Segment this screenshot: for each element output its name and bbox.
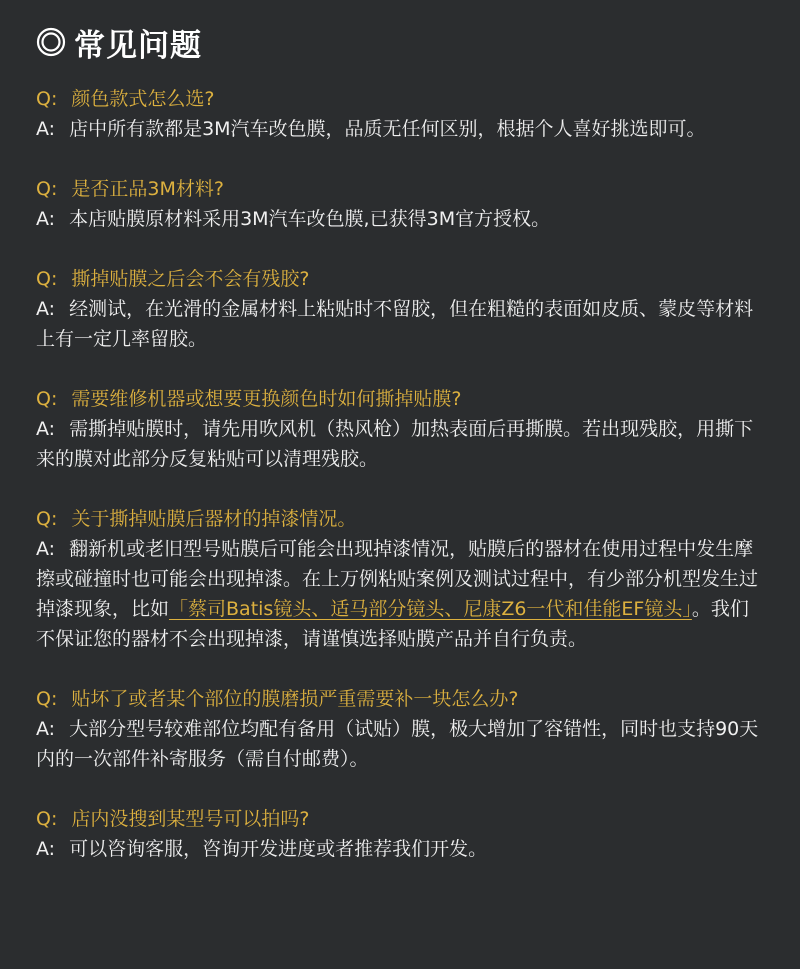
question-text: 贴坏了或者某个部位的膜磨损严重需要补一块怎么办?	[71, 688, 519, 710]
answer-text: 店中所有款都是3M汽车改色膜，品质无任何区别，根据个人喜好挑选即可。	[69, 118, 706, 140]
faq-item	[36, 684, 764, 774]
question-text: 撕掉贴膜之后会不会有残胶?	[71, 268, 310, 290]
page-title: 常见问题	[74, 27, 202, 64]
affected-lenses-highlight: 「蔡司Batis镜头、适马部分镜头、尼康Z6一代和佳能EF镜头」	[169, 598, 692, 620]
faq-item	[36, 174, 764, 234]
faq-question	[36, 84, 764, 114]
question-text: 店内没搜到某型号可以拍吗?	[71, 808, 310, 830]
answer-text: 经测试，在光滑的金属材料上粘贴时不留胶，但在粗糙的表面如皮质、蒙皮等材料上有一定几率留胶。	[36, 298, 754, 350]
answer-prefix: A:	[36, 208, 56, 230]
question-text: 需要维修机器或想要更换颜色时如何撕掉贴膜?	[71, 388, 462, 410]
circle-icon	[36, 27, 66, 57]
question-prefix: Q:	[36, 508, 58, 530]
question-text: 是否正品3M材料?	[71, 178, 224, 200]
question-prefix: Q:	[36, 388, 58, 410]
faq-answer	[36, 204, 764, 234]
faq-question	[36, 174, 764, 204]
faq-item	[36, 264, 764, 354]
question-text: 关于撕掉贴膜后器材的掉漆情况。	[71, 508, 357, 530]
answer-prefix: A:	[36, 718, 56, 740]
question-prefix: Q:	[36, 88, 58, 110]
question-text: 颜色款式怎么选?	[71, 88, 215, 110]
answer-text: 。我们不保证您的器材不会出现掉漆，请谨慎选择贴膜产品并自行负责。	[36, 598, 749, 650]
answer-prefix: A:	[36, 838, 56, 860]
faq-answer	[36, 294, 764, 354]
answer-text: 可以咨询客服，咨询开发进度或者推荐我们开发。	[69, 838, 488, 860]
faq-item	[36, 804, 764, 864]
question-prefix: Q:	[36, 268, 58, 290]
answer-text: 需撕掉贴膜时，请先用吹风机（热风枪）加热表面后再撕膜。若出现残胶，用撕下来的膜对此部分反复粘贴可以清理残胶。	[36, 418, 754, 470]
faq-answer	[36, 834, 764, 864]
faq-answer	[36, 714, 764, 774]
answer-prefix: A:	[36, 418, 56, 440]
answer-prefix: A:	[36, 118, 56, 140]
answer-prefix: A:	[36, 298, 56, 320]
faq-question	[36, 804, 764, 834]
faq-question	[36, 384, 764, 414]
faq-answer	[36, 114, 764, 144]
question-prefix: Q:	[36, 178, 58, 200]
answer-text: 大部分型号较难部位均配有备用（试贴）膜，极大增加了容错性，同时也支持90天内的一次部件补寄服务（需自付邮费）。	[36, 718, 759, 770]
faq-question	[36, 264, 764, 294]
faq-answer	[36, 414, 764, 474]
faq-header	[36, 22, 764, 62]
question-prefix: Q:	[36, 808, 58, 830]
faq-item	[36, 384, 764, 474]
question-prefix: Q:	[36, 688, 58, 710]
answer-prefix: A:	[36, 538, 56, 560]
faq-question	[36, 684, 764, 714]
faq-item	[36, 84, 764, 144]
answer-text: 翻新机或老旧型号贴膜后可能会出现掉漆情况，贴膜后的器材在使用过程中发生摩擦或碰撞时也可能会出现掉漆。在上万例粘贴案例及测试过程中，有少部分机型发生过掉漆现象，比如	[36, 538, 759, 620]
faq-question	[36, 504, 764, 534]
answer-text: 本店贴膜原材料采用3M汽车改色膜,已获得3M官方授权。	[69, 208, 551, 230]
faq-item	[36, 504, 764, 654]
faq-answer	[36, 534, 764, 654]
